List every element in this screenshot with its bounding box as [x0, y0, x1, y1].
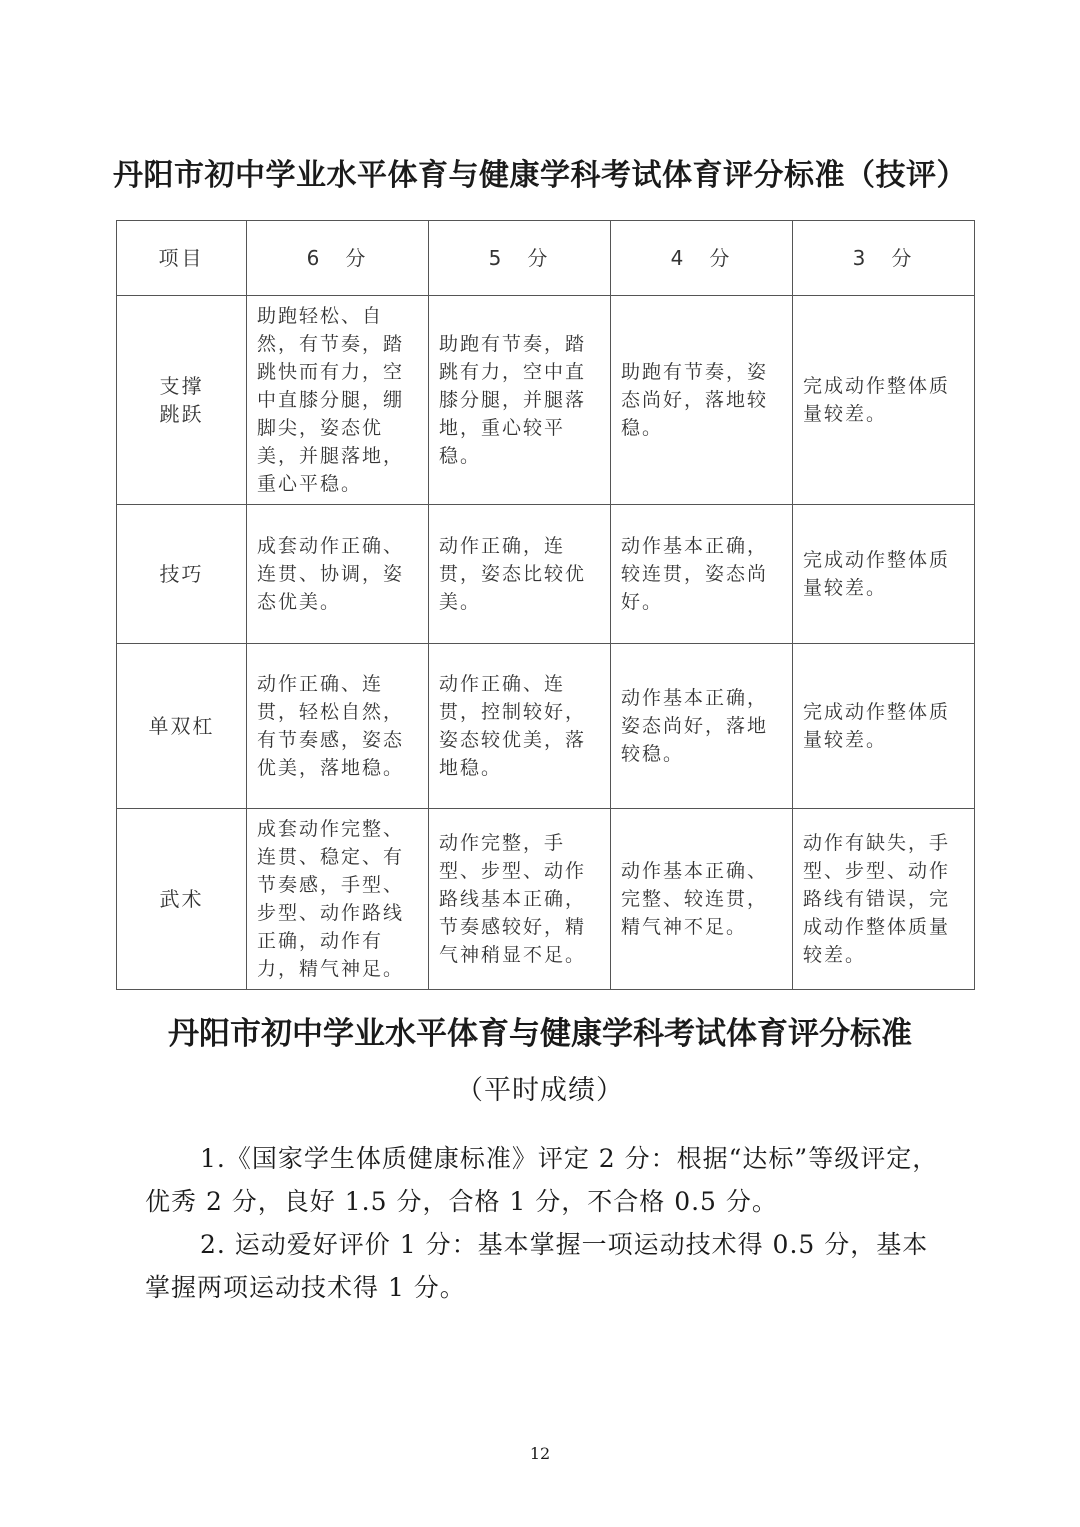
table-cell: 助跑有节奏，踏跳有力，空中直膝分腿，并腿落地，重心较平稳。: [429, 296, 611, 505]
table-cell: 动作基本正确、完整、较连贯，精气神不足。: [611, 809, 793, 990]
header-6-points: 6 分: [247, 221, 429, 296]
header-4-points: 4 分: [611, 221, 793, 296]
row-item-vaulting: 支撑 跳跃: [117, 296, 247, 505]
table-row: [117, 644, 975, 809]
table-cell: 动作正确、连贯，轻松自然，有节奏感，姿态优美，落地稳。: [247, 644, 429, 809]
paragraph-sports-hobby: 2. 运动爱好评价 1 分：基本掌握一项运动技术得 0.5 分，基本掌握两项运动技术得 1 分。: [145, 1230, 929, 1302]
table-cell: 完成动作整体质量较差。: [793, 296, 975, 505]
table-cell: 助跑轻松、自然，有节奏，踏跳快而有力，空中直膝分腿，绷脚尖，姿态优美，并腿落地，重心平稳。: [247, 296, 429, 505]
table-cell: 动作基本正确，姿态尚好，落地较稳。: [611, 644, 793, 809]
table-cell: 动作正确，连贯，姿态比较优美。: [429, 505, 611, 644]
section-subtitle: （平时成绩）: [456, 1075, 624, 1106]
scoring-table: [116, 220, 975, 990]
table-cell: 完成动作整体质量较差。: [793, 505, 975, 644]
table-cell: 成套动作完整、连贯、稳定、有节奏感，手型、步型、动作路线正确，动作有力，精气神足。: [247, 809, 429, 990]
table-cell: 助跑有节奏，姿态尚好，落地较稳。: [611, 296, 793, 505]
header-item: 项目: [117, 221, 247, 296]
paragraph-fitness-standard: 1.《国家学生体质健康标准》评定 2 分：根据“达标”等级评定，优秀 2 分，良好 1.5 分，合格 1 分，不合格 0.5 分。: [145, 1144, 939, 1216]
table-cell: 动作正确、连贯，控制较好，姿态较优美，落地稳。: [429, 644, 611, 809]
page-number: 12: [529, 1444, 551, 1463]
header-3-points: 3 分: [793, 221, 975, 296]
row-item-tumbling: 技巧: [117, 505, 247, 644]
table-header-row: [117, 221, 975, 296]
row-item-bars: 单双杠: [117, 644, 247, 809]
table-cell: 成套动作正确、连贯、协调，姿态优美。: [247, 505, 429, 644]
row-item-wushu: 武术: [117, 809, 247, 990]
table-cell: 动作基本正确，较连贯，姿态尚好。: [611, 505, 793, 644]
table-row: [117, 809, 975, 990]
table-title: 丹阳市初中学业水平体育与健康学科考试体育评分标准（技评）: [113, 158, 967, 193]
table-row: [117, 296, 975, 505]
table-cell: 完成动作整体质量较差。: [793, 644, 975, 809]
table-cell: 动作完整，手型、步型、动作路线基本正确，节奏感较好，精气神稍显不足。: [429, 809, 611, 990]
header-5-points: 5 分: [429, 221, 611, 296]
table-row: [117, 505, 975, 644]
table-cell: 动作有缺失，手型、步型、动作路线有错误，完成动作整体质量较差。: [793, 809, 975, 990]
section-title: 丹阳市初中学业水平体育与健康学科考试体育评分标准: [168, 1016, 912, 1052]
